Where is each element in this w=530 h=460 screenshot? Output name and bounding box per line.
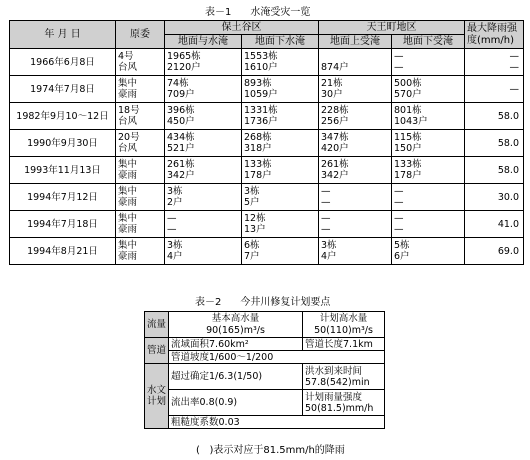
cell-hodogaya-below bbox=[242, 76, 319, 103]
cell-tennocho-below-line1: — bbox=[394, 213, 404, 224]
cell-tennocho-above-line2: 256户 bbox=[321, 116, 349, 127]
cell-tennocho-above bbox=[319, 157, 392, 184]
table1-caption: 表－1 水淹受灾一览 bbox=[205, 7, 311, 18]
cell-date: 1974年7月8日 bbox=[10, 76, 116, 103]
cell-hodogaya-above bbox=[165, 76, 242, 103]
cell-hodogaya-below-line2: 318户 bbox=[244, 143, 272, 154]
cell-tennocho-below-line2: 1043户 bbox=[394, 116, 428, 127]
intensity-head: 计划雨量强度 bbox=[305, 391, 363, 403]
cell-cause-line1: 集中 bbox=[118, 186, 138, 197]
header-sub1: 地面与水淹 bbox=[165, 35, 242, 49]
cell-cause bbox=[116, 76, 165, 103]
pipe-slope: 管道坡度1/600～1/200 bbox=[169, 351, 385, 364]
cell-hodogaya-above-line2: 2户 bbox=[167, 197, 183, 208]
cell-tennocho-above-line1: 228栋 bbox=[321, 105, 349, 116]
cell-tennocho-below-line1: 5栋 bbox=[394, 240, 410, 251]
cell-cause-line2: 台风 bbox=[118, 62, 138, 73]
cell-hodogaya-above-line1: 74栋 bbox=[167, 78, 189, 89]
cell-hodogaya-below-line2: 1736户 bbox=[244, 116, 278, 127]
cell-hodogaya-above-line2: 2120户 bbox=[167, 62, 201, 73]
cell-hodogaya-below bbox=[242, 211, 319, 238]
cell-cause bbox=[116, 157, 165, 184]
cell-hodogaya-below-line1: 268栋 bbox=[244, 132, 272, 143]
cell-tennocho-below-line1: — bbox=[394, 51, 404, 62]
table2-note: ( )表示对应于81.5mm/h的降雨 bbox=[196, 445, 345, 456]
cell-max-rain bbox=[465, 184, 524, 211]
flow-label: 流量 bbox=[145, 312, 169, 338]
cell-hodogaya-below bbox=[242, 49, 319, 76]
cell-max-rain-line1: 69.0 bbox=[497, 245, 519, 257]
cell-cause bbox=[116, 184, 165, 211]
cell-max-rain-line1: 58.0 bbox=[497, 137, 519, 149]
cell-tennocho-below bbox=[392, 157, 465, 184]
cell-tennocho-above-line1: — bbox=[321, 186, 331, 197]
cell-hodogaya-below bbox=[242, 103, 319, 130]
cell-max-rain bbox=[465, 211, 524, 238]
cell-hodogaya-above-line1: 3栋 bbox=[167, 240, 183, 251]
cell-hodogaya-above bbox=[165, 157, 242, 184]
cell-tennocho-above-line1: 3栋 bbox=[321, 240, 337, 251]
cell-hodogaya-below-line1: 3栋 bbox=[244, 186, 260, 197]
header-hodogaya: 保土谷区 bbox=[165, 21, 319, 35]
header-cause: 原委 bbox=[116, 21, 165, 49]
cell-max-rain-line2: — bbox=[509, 62, 519, 73]
cell-tennocho-above-line2: — bbox=[321, 197, 331, 208]
cell-max-rain-line1: 41.0 bbox=[497, 218, 519, 230]
arrival-head: 洪水到来时间 bbox=[305, 365, 363, 377]
cell-cause-line2: 豪雨 bbox=[118, 89, 138, 100]
cell-date: 1994年7月18日 bbox=[10, 211, 116, 238]
cell-tennocho-above-line1: 261栋 bbox=[321, 159, 349, 170]
cell-hodogaya-below bbox=[242, 157, 319, 184]
cell-hodogaya-below bbox=[242, 238, 319, 265]
flood-damage-table bbox=[9, 20, 524, 265]
table-row bbox=[10, 184, 524, 211]
cell-hodogaya-above-line2: 521户 bbox=[167, 143, 195, 154]
plan-flow-value: 50(110)m³/s bbox=[303, 325, 385, 338]
cell-tennocho-above bbox=[319, 76, 392, 103]
cell-cause-line1: 4号 bbox=[118, 51, 134, 62]
cell-tennocho-below bbox=[392, 103, 465, 130]
cell-tennocho-below-line1: 500栋 bbox=[394, 78, 422, 89]
cell-cause bbox=[116, 103, 165, 130]
cell-max-rain-line1: — bbox=[509, 51, 519, 62]
cell-tennocho-below-line2: — bbox=[394, 62, 404, 73]
cell-tennocho-above bbox=[319, 49, 392, 76]
header-date: 年 月 日 bbox=[10, 21, 116, 49]
cell-tennocho-below-line1: 115栋 bbox=[394, 132, 422, 143]
cell-hodogaya-below-line2: 13户 bbox=[244, 224, 266, 235]
cell-hodogaya-below-line1: 12栋 bbox=[244, 213, 266, 224]
cell-cause-line2: 豪雨 bbox=[118, 251, 138, 262]
cell-hodogaya-below-line2: 5户 bbox=[244, 197, 260, 208]
cell-date: 1982年9月10～12日 bbox=[10, 103, 116, 130]
cell-hodogaya-above-line1: 261栋 bbox=[167, 159, 195, 170]
cell-cause-line1: 18号 bbox=[118, 105, 140, 116]
cell-tennocho-below-line2: 150户 bbox=[394, 143, 422, 154]
cell-hodogaya-below bbox=[242, 184, 319, 211]
intensity-value: 50(81.5)mm/h bbox=[305, 402, 374, 414]
cell-hodogaya-above-line1: — bbox=[167, 213, 177, 224]
cell-hodogaya-below-line1: 1331栋 bbox=[244, 105, 278, 116]
cell-hodogaya-above bbox=[165, 49, 242, 76]
cell-hodogaya-above bbox=[165, 211, 242, 238]
plan-flow-head: 计划高水量 bbox=[303, 312, 385, 325]
cell-date: 1994年7月12日 bbox=[10, 184, 116, 211]
cell-max-rain-line1: 58.0 bbox=[497, 110, 519, 122]
cell-hodogaya-above bbox=[165, 184, 242, 211]
table-row bbox=[10, 103, 524, 130]
cell-tennocho-below-line2: 6户 bbox=[394, 251, 410, 262]
cell-hodogaya-above-line1: 396栋 bbox=[167, 105, 195, 116]
roughness: 粗糙度系数0.03 bbox=[169, 416, 385, 429]
cell-tennocho-above-line2: 342户 bbox=[321, 170, 349, 181]
cell-tennocho-above-line2: 420户 bbox=[321, 143, 349, 154]
cell-hodogaya-above-line2: — bbox=[167, 224, 177, 235]
table-row bbox=[10, 157, 524, 184]
cell-tennocho-below bbox=[392, 130, 465, 157]
cell-hodogaya-above-line2: 4户 bbox=[167, 251, 183, 262]
cell-cause bbox=[116, 49, 165, 76]
table-row bbox=[10, 76, 524, 103]
cell-tennocho-below bbox=[392, 184, 465, 211]
cell-date: 1993年11月13日 bbox=[10, 157, 116, 184]
cell-tennocho-above-line1: 347栋 bbox=[321, 132, 349, 143]
cell-date: 1966年6月8日 bbox=[10, 49, 116, 76]
cell-tennocho-above bbox=[319, 130, 392, 157]
cell-tennocho-above bbox=[319, 211, 392, 238]
cell-cause-line2: 豪雨 bbox=[118, 197, 138, 208]
header-sub2: 地面下水淹 bbox=[242, 35, 319, 49]
cell-hodogaya-above-line2: 342户 bbox=[167, 170, 195, 181]
cell-cause-line1: 集中 bbox=[118, 159, 138, 170]
cell-max-rain bbox=[465, 130, 524, 157]
cell-hodogaya-above bbox=[165, 238, 242, 265]
cell-hodogaya-below bbox=[242, 130, 319, 157]
cell-hodogaya-below-line1: 133栋 bbox=[244, 159, 272, 170]
pipe-label: 管道 bbox=[145, 338, 169, 364]
cell-max-rain bbox=[465, 76, 524, 103]
cell-max-rain bbox=[465, 157, 524, 184]
cell-tennocho-below-line2: — bbox=[394, 224, 404, 235]
cell-tennocho-below bbox=[392, 238, 465, 265]
cell-max-rain-line1: 30.0 bbox=[497, 191, 519, 203]
basic-flow-value: 90(165)m³/s bbox=[169, 325, 303, 338]
table-row bbox=[10, 49, 524, 76]
rain-intensity bbox=[303, 390, 385, 416]
flood-arrival bbox=[303, 364, 385, 390]
exceed-probability: 超过确定1/6.3(1/50) bbox=[169, 364, 303, 390]
cell-tennocho-above bbox=[319, 238, 392, 265]
cell-cause-line1: 集中 bbox=[118, 78, 138, 89]
table-row bbox=[10, 238, 524, 265]
cell-tennocho-above-line1: 21栋 bbox=[321, 78, 343, 89]
cell-tennocho-above-line1: — bbox=[321, 213, 331, 224]
basic-flow-head: 基本高水量 bbox=[169, 312, 303, 325]
basin-area: 流域面积7.60km² bbox=[169, 338, 303, 351]
cell-tennocho-above-line2: 30户 bbox=[321, 89, 343, 100]
cell-tennocho-above bbox=[319, 103, 392, 130]
cell-tennocho-below-line1: 133栋 bbox=[394, 159, 422, 170]
cell-tennocho-above-line2: — bbox=[321, 224, 331, 235]
pipe-length: 管道长度7.1km bbox=[303, 338, 385, 351]
cell-hodogaya-below-line2: 7户 bbox=[244, 251, 260, 262]
cell-hodogaya-above-line1: 3栋 bbox=[167, 186, 183, 197]
header-max-rain: 最大降雨强度(mm/h) bbox=[465, 21, 524, 49]
cell-tennocho-below-line2: — bbox=[394, 197, 404, 208]
cell-cause-line1: 集中 bbox=[118, 240, 138, 251]
table-row bbox=[10, 130, 524, 157]
cell-hodogaya-above-line2: 709户 bbox=[167, 89, 195, 100]
cell-max-rain bbox=[465, 49, 524, 76]
cell-max-rain-line1: 58.0 bbox=[497, 164, 519, 176]
cell-tennocho-above bbox=[319, 184, 392, 211]
cell-tennocho-below bbox=[392, 76, 465, 103]
cell-tennocho-below-line1: — bbox=[394, 186, 404, 197]
cell-cause-line2: 台风 bbox=[118, 143, 138, 154]
cell-hodogaya-below-line2: 1610户 bbox=[244, 62, 278, 73]
arrival-value: 57.8(542)min bbox=[305, 376, 370, 388]
cell-tennocho-below bbox=[392, 211, 465, 238]
cell-hodogaya-below-line2: 1059户 bbox=[244, 89, 278, 100]
hydro-plan-label: 水文计划 bbox=[145, 364, 169, 429]
cell-hodogaya-above-line1: 434栋 bbox=[167, 132, 195, 143]
cell-cause bbox=[116, 130, 165, 157]
header-sub4: 地面下受淹 bbox=[392, 35, 465, 49]
cell-tennocho-below-line2: 570户 bbox=[394, 89, 422, 100]
cell-tennocho-below-line2: 178户 bbox=[394, 170, 422, 181]
cell-hodogaya-above-line2: 450户 bbox=[167, 116, 195, 127]
header-sub3: 地面上受淹 bbox=[319, 35, 392, 49]
cell-hodogaya-below-line1: 6栋 bbox=[244, 240, 260, 251]
cell-tennocho-above-line2: 4户 bbox=[321, 251, 337, 262]
cell-cause-line1: 集中 bbox=[118, 213, 138, 224]
cell-cause bbox=[116, 238, 165, 265]
runoff-rate: 流出率0.8(0.9) bbox=[169, 390, 303, 416]
cell-cause-line2: 豪雨 bbox=[118, 170, 138, 181]
table2-caption: 表－2 今井川修复计划要点 bbox=[195, 297, 331, 308]
cell-hodogaya-above-line1: 1965栋 bbox=[167, 51, 201, 62]
cell-hodogaya-below-line1: 1553栋 bbox=[244, 51, 278, 62]
cell-tennocho-below bbox=[392, 49, 465, 76]
cell-tennocho-above-line2: 874户 bbox=[321, 62, 349, 73]
cell-max-rain-line1: — bbox=[509, 83, 519, 95]
cell-max-rain bbox=[465, 103, 524, 130]
cell-hodogaya-above bbox=[165, 103, 242, 130]
cell-cause-line2: 豪雨 bbox=[118, 224, 138, 235]
table-row bbox=[10, 211, 524, 238]
restoration-plan-table bbox=[144, 311, 385, 429]
cell-cause bbox=[116, 211, 165, 238]
cell-cause-line2: 台风 bbox=[118, 116, 138, 127]
cell-hodogaya-below-line1: 893栋 bbox=[244, 78, 272, 89]
cell-date: 1990年9月30日 bbox=[10, 130, 116, 157]
cell-hodogaya-above bbox=[165, 130, 242, 157]
cell-max-rain bbox=[465, 238, 524, 265]
cell-cause-line1: 20号 bbox=[118, 132, 140, 143]
cell-date: 1994年8月21日 bbox=[10, 238, 116, 265]
cell-tennocho-below-line1: 801栋 bbox=[394, 105, 422, 116]
header-tennocho: 天王町地区 bbox=[319, 21, 465, 35]
cell-hodogaya-below-line2: 178户 bbox=[244, 170, 272, 181]
